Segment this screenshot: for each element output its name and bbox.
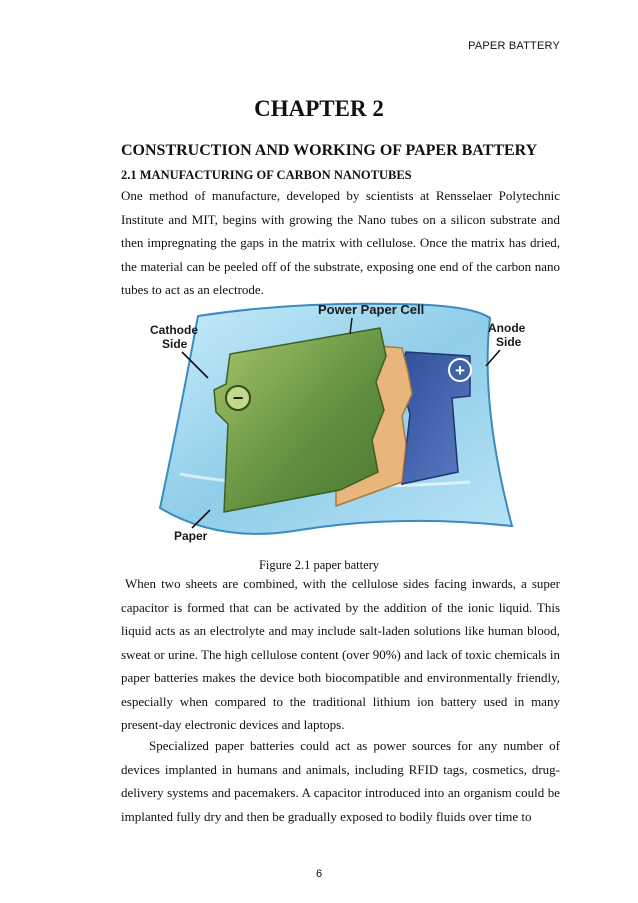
figure-title: Power Paper Cell bbox=[318, 302, 425, 317]
minus-symbol: − bbox=[232, 388, 244, 408]
page-number: 6 bbox=[315, 868, 323, 880]
paragraph-supercapacitor: When two sheets are combined, with the cellulose sides facing inwards, a super capacitor is formed that can be activated by the addition of the ionic liquid. This liquid acts as an electrolyte and may include salt-laden solutions like human blood, sweat or urine. The high cellulose content (over 90%) and lack of toxic chemicals in paper batteries makes the device both biocompatible and environmentally friendly, especially when compared to the traditional lithium ion battery used in many present-day electronic devices and laptops. bbox=[121, 576, 560, 732]
chapter-title: CHAPTER 2 bbox=[254, 96, 384, 121]
section-title: CONSTRUCTION AND WORKING OF PAPER BATTERY bbox=[121, 142, 538, 159]
figure-caption: Figure 2.1 paper battery bbox=[258, 558, 380, 572]
anode-label-line2: Side bbox=[496, 335, 522, 349]
paper-label: Paper bbox=[174, 529, 208, 543]
cathode-label-line2: Side bbox=[162, 337, 188, 351]
paper-battery-figure bbox=[140, 294, 540, 556]
plus-symbol: + bbox=[455, 361, 465, 380]
paragraph-applications: Specialized paper batteries could act as power sources for any number of devices implanted in humans and animals, including RFID tags, cosmetics, drug-delivery systems and pacemakers. A capacitor introduced into an organism could be implanted fully dry and then be gradually exposed to bodily fluids over time to bbox=[121, 738, 560, 824]
anode-label-line1: Anode bbox=[488, 321, 526, 335]
cathode-label-line1: Cathode bbox=[150, 323, 198, 337]
subsection-title: 2.1 MANUFACTURING OF CARBON NANOTUBES bbox=[121, 168, 412, 182]
paragraph-manufacturing: One method of manufacture, developed by scientists at Rensselaer Polytechnic Institute and MIT, begins with growing the Nano tubes on a silicon substrate and then impregnating the gaps in the matrix with cellulose. Once the matrix has dried, the material can be peeled off of the substrate, exposing one end of the carbon nano tubes to act as an electrode. bbox=[121, 188, 560, 297]
running-header: PAPER BATTERY bbox=[468, 40, 560, 52]
